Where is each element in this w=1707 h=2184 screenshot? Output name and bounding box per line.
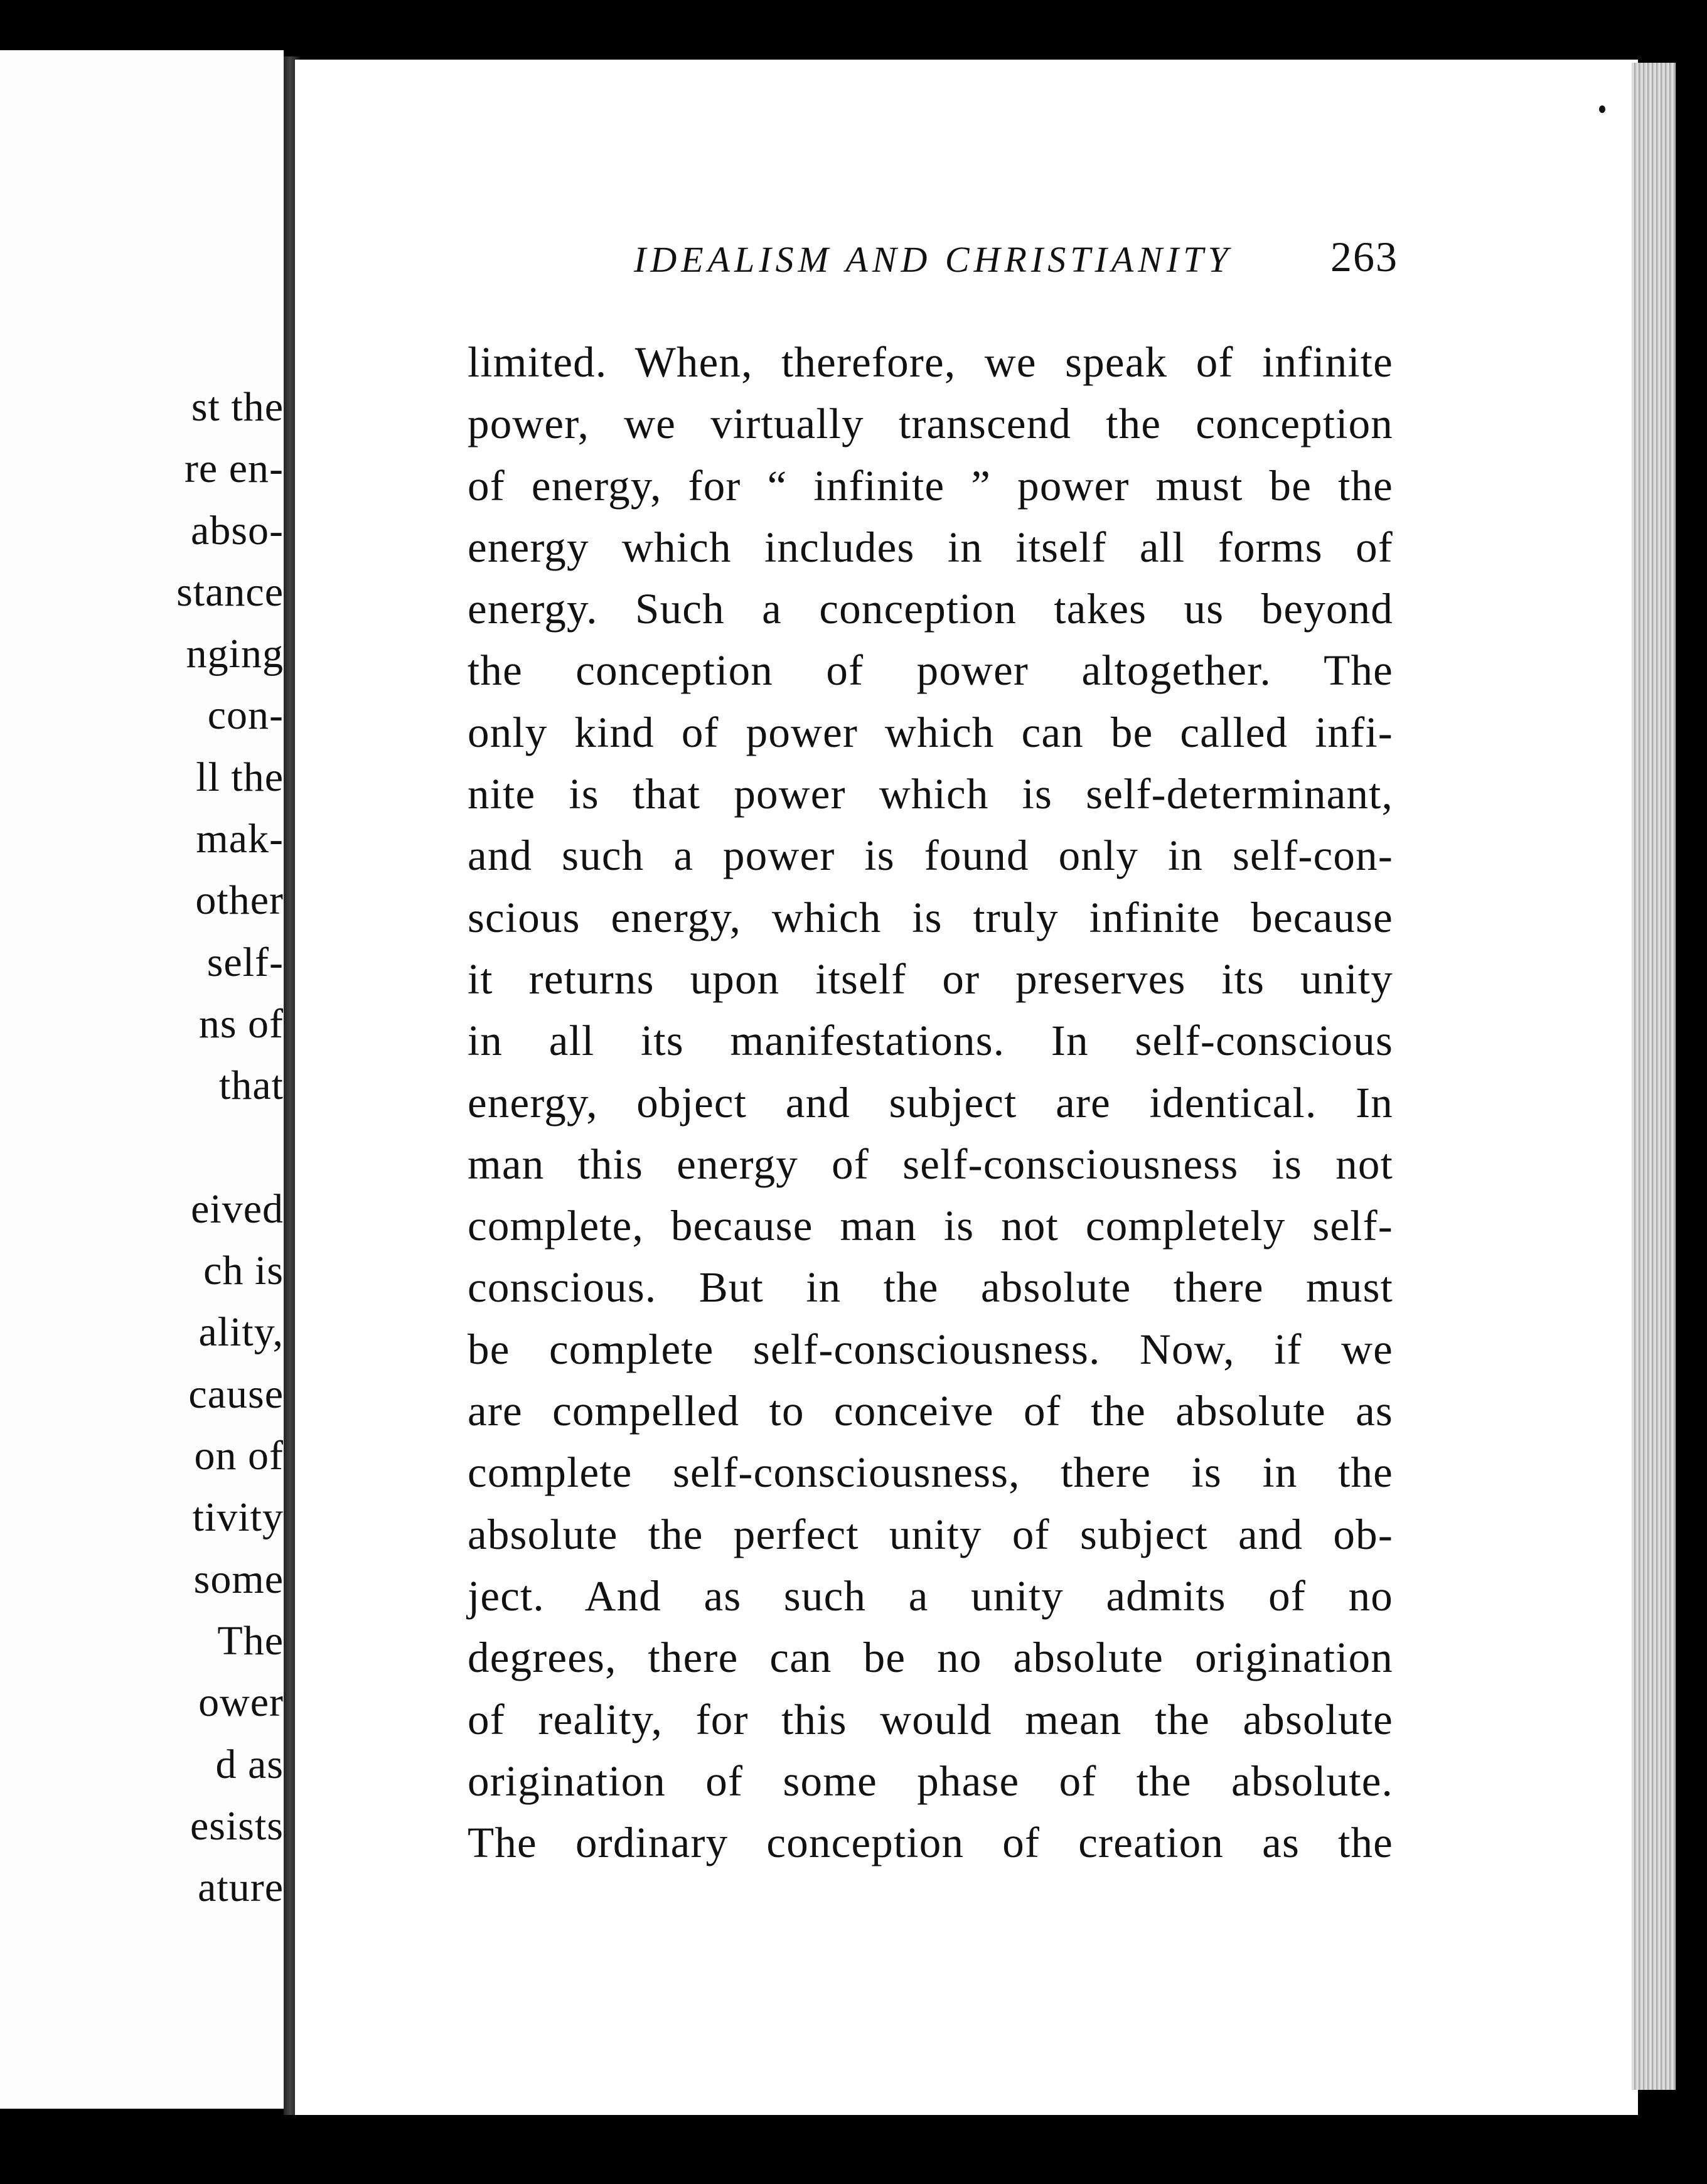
text-line: of energy, for “ infinite ” power must be the	[468, 461, 1393, 510]
text-line: be complete self-consciousness. Now, if we	[468, 1325, 1393, 1373]
text-line: and such a power is found only in self-con-	[468, 832, 1393, 880]
left-line: ality,	[198, 1309, 284, 1356]
left-line: other	[195, 877, 284, 924]
text-line: energy. Such a conception takes us beyond	[468, 585, 1393, 633]
left-line: cause	[188, 1371, 284, 1417]
left-line: d as	[215, 1741, 284, 1787]
text-line: scious energy, which is truly infinite because	[468, 893, 1393, 941]
text-line: conscious. But in the absolute there must	[468, 1263, 1393, 1312]
left-line: tivity	[192, 1494, 284, 1541]
left-line: The	[217, 1617, 284, 1664]
left-line: st the	[191, 384, 284, 430]
left-line: re en-	[184, 446, 284, 492]
left-line: nging	[186, 631, 284, 677]
text-line: complete, because man is not completely self-	[468, 1202, 1393, 1250]
text-line: absolute the perfect unity of subject and ob-	[468, 1510, 1393, 1558]
left-line: ch is	[203, 1248, 284, 1294]
text-line: The ordinary conception of creation as the	[468, 1819, 1393, 1867]
left-line: con-	[207, 692, 284, 739]
page-edges	[1632, 63, 1676, 2090]
left-line-gap	[0, 1117, 284, 1179]
left-line: abso-	[191, 507, 284, 554]
text-line: degrees, there can be no absolute origination	[468, 1634, 1393, 1682]
left-page-text	[0, 377, 284, 1919]
ink-speck	[1599, 105, 1605, 113]
left-line: mak-	[196, 816, 284, 862]
text-line: of reality, for this would mean the absolute	[468, 1695, 1393, 1743]
left-line: stance	[176, 569, 284, 615]
left-line: on of	[194, 1433, 284, 1479]
text-line: the conception of power altogether. The	[468, 646, 1393, 695]
text-line: complete self-consciousness, there is in the	[468, 1448, 1393, 1497]
text-line: energy, object and subject are identical. In	[468, 1078, 1393, 1127]
text-line: power, we virtually transcend the conception	[468, 400, 1393, 448]
left-facing-page	[0, 50, 284, 2109]
text-line: only kind of power which can be called infi-	[468, 708, 1393, 756]
left-line: some	[193, 1556, 284, 1602]
text-line: energy which includes in itself all forms of	[468, 523, 1393, 571]
left-line: eived	[191, 1186, 284, 1232]
text-line: in all its manifestations. In self-conscious	[468, 1017, 1393, 1065]
page-number: 263	[1330, 233, 1398, 281]
left-line: ll the	[196, 754, 284, 800]
left-line: ower	[198, 1679, 284, 1726]
running-head: IDEALISM AND CHRISTIANITY	[634, 239, 1233, 280]
text-line: it returns upon itself or preserves its unity	[468, 955, 1393, 1003]
left-line: ns of	[198, 1000, 284, 1047]
text-line: origination of some phase of the absolute.	[468, 1757, 1393, 1805]
left-line: that	[219, 1063, 284, 1109]
text-line: are compelled to conceive of the absolute as	[468, 1387, 1393, 1435]
body-text	[468, 331, 1393, 1873]
text-line: limited. When, therefore, we speak of infinite	[468, 338, 1393, 386]
text-line: ject. And as such a unity admits of no	[468, 1571, 1393, 1620]
text-line: man this energy of self-consciousness is not	[468, 1140, 1393, 1188]
left-line: self-	[206, 939, 284, 985]
left-line: ature	[198, 1865, 284, 1911]
text-line: nite is that power which is self-determinant,	[468, 770, 1393, 818]
left-line: esists	[190, 1802, 284, 1849]
